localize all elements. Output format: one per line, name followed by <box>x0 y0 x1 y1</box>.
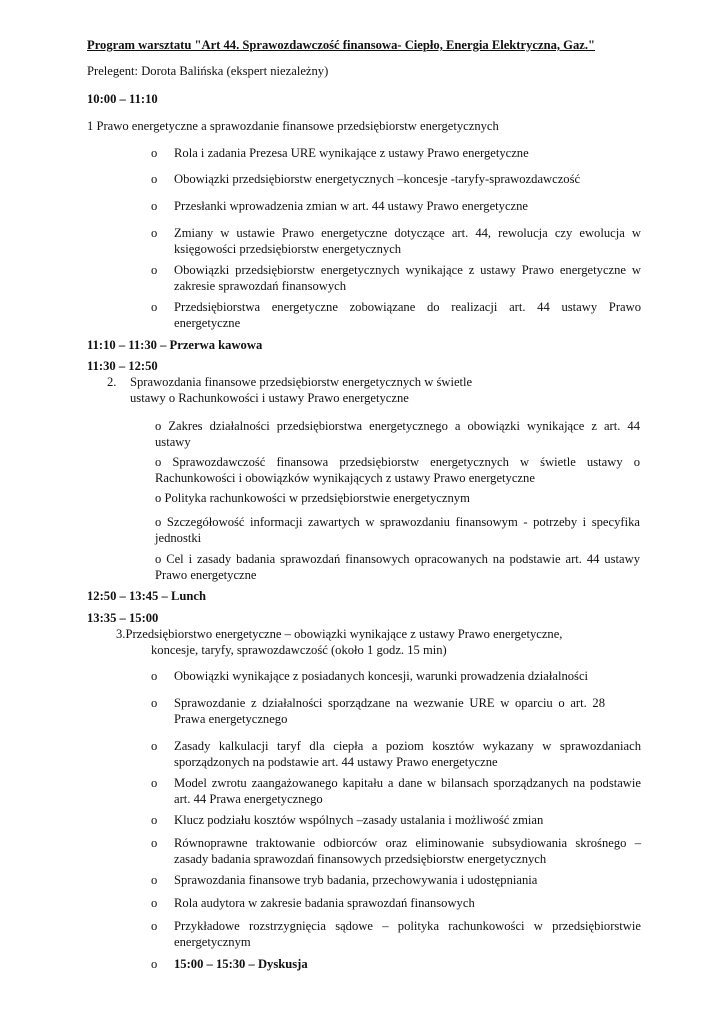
bullet-marker: o <box>151 226 158 240</box>
session1-heading: 1 Prawo energetyczne a sprawozdanie finansowe przedsiębiorstw energetycznych <box>87 119 499 133</box>
bullet-marker: o <box>151 957 158 971</box>
list-item: o Szczegółowość informacji zawartych w sprawozdaniu finansowym - potrzeby i specyfika jednostki <box>155 515 640 545</box>
list-item: o Zakres działalności przedsiębiorstwa energetycznego a obowiązki wynikające z art. 44 ustawy <box>155 419 640 449</box>
list-item: o Cel i zasady badania sprawozdań finansowych opracowanych na podstawie art. 44 ustawy Prawo energetyczne <box>155 552 640 582</box>
list-item-text: Równoprawne traktowanie odbiorców oraz eliminowanie subsydiowania skrośnego – zasady badania sprawozdań finansowych przedsiębiorstw energetycznych <box>174 836 641 866</box>
session3-heading-line1: 3.Przedsiębiorstwo energetyczne – obowiązki wynikające z ustawy Prawo energetyczne, <box>116 627 563 641</box>
bullet-marker: o <box>151 263 158 277</box>
bullet-marker: o <box>151 836 158 850</box>
speaker-line: Prelegent: Dorota Balińska (ekspert niezależny) <box>87 64 329 78</box>
bullet-marker: o <box>151 300 158 314</box>
list-item-text: Sprawozdania finansowe tryb badania, przechowywania i udostępniania <box>174 873 538 887</box>
list-item-text: Obowiązki przedsiębiorstw energetycznych –koncesje -taryfy-sprawozdawczość <box>174 172 581 186</box>
list-item-text: Model zwrotu zaangażowanego kapitału a dane w bilansach sporządzanych na podstawie art. 44 Prawa energetycznego <box>174 776 641 806</box>
session3-time: 13:35 – 15:00 <box>87 611 159 625</box>
list-item-text: Klucz podziału kosztów wspólnych –zasady ustalania i możliwość zmian <box>174 813 544 827</box>
bullet-marker: o <box>151 669 158 683</box>
list-item-text: Przykładowe rozstrzygnięcia sądowe – polityka rachunkowości w przedsiębiorstwie energetycznym <box>174 919 641 949</box>
list-item-text: Zasady kalkulacji taryf dla ciepła a poziom kosztów wykazany w sprawozdaniach sporządzonych na podstawie art. 44 ustawy Prawo energetyczne <box>174 739 641 769</box>
list-item: o Polityka rachunkowości w przedsiębiorstwie energetycznym <box>155 491 470 505</box>
list-item-text: Sprawozdanie z działalności sporządzane na wezwanie URE w oparciu o art. 28 Prawa energetycznego <box>174 696 605 726</box>
lunch-break: 12:50 – 13:45 – Lunch <box>87 589 206 603</box>
bullet-marker: o <box>151 919 158 933</box>
bullet-marker: o <box>151 199 158 213</box>
list-item-text: Zmiany w ustawie Prawo energetyczne dotyczące art. 44, rewolucja czy ewolucja w księgowości przedsiębiorstw energetycznych <box>174 226 641 256</box>
document-title: Program warsztatu "Art 44. Sprawozdawczość finansowa- Ciepło, Energia Elektryczna, Gaz." <box>87 38 595 52</box>
discussion-time: 15:00 – 15:30 – Dyskusja <box>174 957 308 971</box>
list-item-text: Obowiązki wynikające z posiadanych koncesji, warunki prowadzenia działalności <box>174 669 589 683</box>
list-item-text: Rola i zadania Prezesa URE wynikające z ustawy Prawo energetyczne <box>174 146 529 160</box>
session3-heading-line2: koncesje, taryfy, sprawozdawczość (około 1 godz. 15 min) <box>151 643 447 657</box>
session2-number: 2. <box>107 375 117 389</box>
bullet-marker: o <box>151 813 158 827</box>
bullet-marker: o <box>151 172 158 186</box>
session2-heading-line2: ustawy o Rachunkowości i ustawy Prawo energetyczne <box>130 391 409 405</box>
list-item-text: Przesłanki wprowadzenia zmian w art. 44 ustawy Prawo energetyczne <box>174 199 529 213</box>
session2-time: 11:30 – 12:50 <box>87 359 158 373</box>
session2-heading-line1: Sprawozdania finansowe przedsiębiorstw energetycznych w świetle <box>130 375 473 389</box>
session1-time: 10:00 – 11:10 <box>87 92 158 106</box>
coffee-break: 11:10 – 11:30 – Przerwa kawowa <box>87 338 263 352</box>
list-item-text: Rola audytora w zakresie badania sprawozdań finansowych <box>174 896 475 910</box>
list-item: o Sprawozdawczość finansowa przedsiębiorstw energetycznych w świetle ustawy o Rachunkowości i obowiązków wynikających z ustawy Prawo energetyczne <box>155 455 640 485</box>
bullet-marker: o <box>151 896 158 910</box>
bullet-marker: o <box>151 696 158 710</box>
bullet-marker: o <box>151 776 158 790</box>
list-item-text: Obowiązki przedsiębiorstw energetycznych wynikające z ustawy Prawo energetyczne w zakresie sprawozdań finansowych <box>174 263 641 293</box>
bullet-marker: o <box>151 739 158 753</box>
bullet-marker: o <box>151 146 158 160</box>
bullet-marker: o <box>151 873 158 887</box>
list-item-text: Przedsiębiorstwa energetyczne zobowiązane do realizacji art. 44 ustawy Prawo energetyczne <box>174 300 641 330</box>
